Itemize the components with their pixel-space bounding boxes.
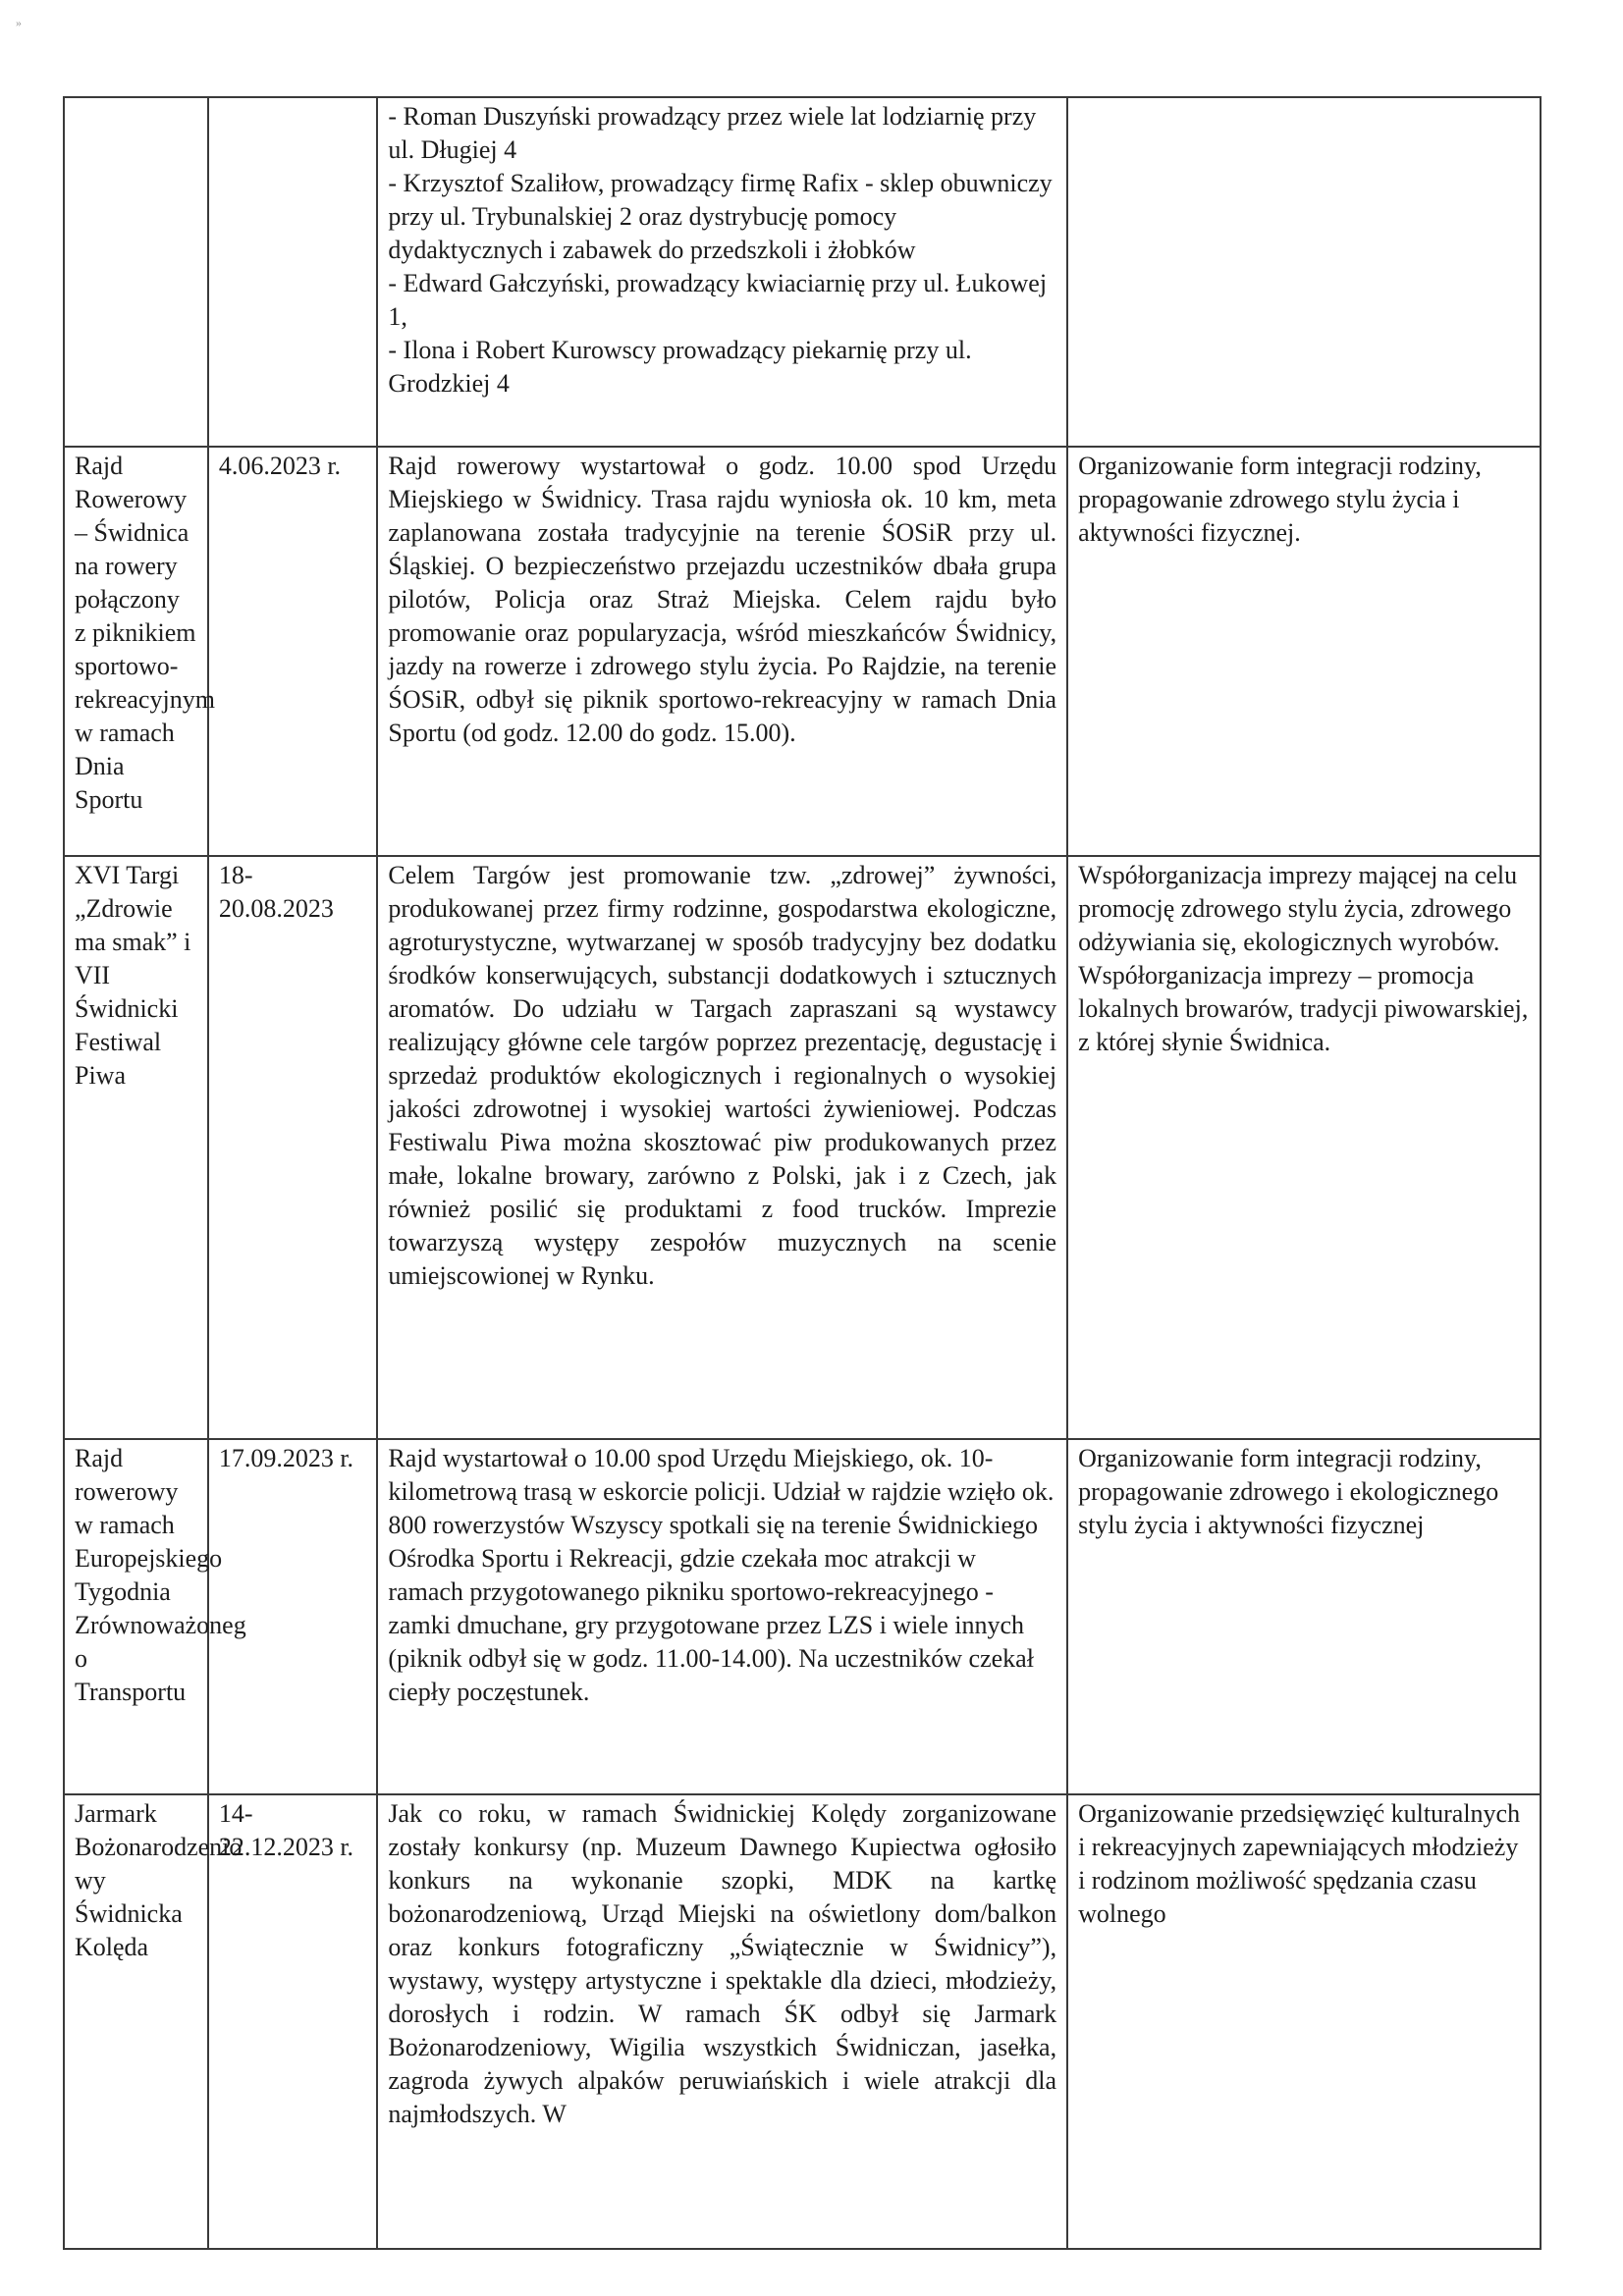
event-description-cell bbox=[377, 1794, 1067, 2249]
event-description-cell bbox=[377, 1439, 1067, 1794]
event-name: Rajd Rowerowy – Świdnica na rowery połączony z piknikiem sportowo-rekreacyjnym w ramach Dnia Sportu bbox=[75, 452, 215, 814]
event-date-cell bbox=[208, 1794, 378, 2249]
event-date: 18-20.08.2023 bbox=[218, 861, 334, 923]
event-name-cell bbox=[64, 97, 208, 447]
table-row bbox=[64, 856, 1541, 1439]
event-description-cell bbox=[377, 856, 1067, 1439]
event-name: Rajd rowerowy w ramach Europejskiego Tygodnia Zrównoważoneg o Transportu bbox=[75, 1444, 246, 1706]
event-goal: Organizowanie form integracji rodziny, propagowanie zdrowego stylu życia i aktywności fizycznej. bbox=[1078, 452, 1482, 547]
event-description-cell bbox=[377, 447, 1067, 856]
event-name-cell bbox=[64, 1794, 243, 2249]
event-description: Rajd rowerowy wystartował o godz. 10.00 spod Urzędu Miejskiego w Świdnicy. Trasa rajdu wyniosła ok. 10 km, meta zaplanowana została tradycyjnie na terenie ŚOSiR przy ul. Śląskiej. O bezpieczeństwo przejazdu uczestników dbała grupa pilotów, Policja oraz Straż Miejska. Celem rajdu było promowanie oraz popularyzacja, wśród mieszkańców Świdnicy, jazdy na rowerze i zdrowego stylu życia. Po Rajdzie, na terenie ŚOSiR, odbył się piknik sportowo-rekreacyjny w ramach Dnia Sportu (od godz. 12.00 do godz. 15.00). bbox=[388, 452, 1057, 747]
event-date-cell bbox=[208, 447, 378, 856]
event-name: XVI Targi „Zdrowie ma smak” i VII Świdnicki Festiwal Piwa bbox=[75, 861, 191, 1090]
event-description: Rajd wystartował o 10.00 spod Urzędu Miejskiego, ok. 10-kilometrową trasą w eskorcie policji. Udział w rajdzie wzięło ok. 800 rowerzystów Wszyscy spotkali się na terenie Świdnickiego Ośrodka Sportu i Rekreacji, gdzie czekała moc atrakcji w ramach przygotowanego pikniku sportowo-rekreacyjnego - zamki dmuchane, gry przygotowane przez LZS i wiele innych (piknik odbył się w godz. 11.00-14.00). Na uczestników czekał ciepły poczęstunek. bbox=[388, 1444, 1055, 1706]
event-name: Jarmark Bożonarodzenio wy Świdnicka Kolęda bbox=[75, 1799, 243, 1961]
event-name-cell bbox=[64, 856, 208, 1439]
corner-mark: » bbox=[16, 16, 22, 29]
table-row bbox=[64, 1439, 1541, 1794]
event-description: - Roman Duszyński prowadzący przez wiele lat lodziarnię przy ul. Długiej 4 - Krzysztof Szaliłow, prowadzący firmę Rafix - sklep obuwniczy przy ul. Trybunalskiej 2 oraz dystrybucję pomocy dydaktycznych i zabawek do przedszkoli i żłobków - Edward Gałczyński, prowadzący kwiaciarnię przy ul. Łukowej 1, - Ilona i Robert Kurowscy prowadzący piekarnię przy ul. Grodzkiej 4 bbox=[388, 102, 1053, 398]
event-goal-cell bbox=[1067, 1439, 1541, 1794]
table-row bbox=[64, 97, 1541, 447]
event-date-cell bbox=[208, 856, 378, 1439]
event-goal-cell bbox=[1067, 97, 1541, 447]
event-description: Celem Targów jest promowanie tzw. „zdrowej” żywności, produkowanej przez firmy rodzinne, gospodarstwa ekologiczne, agroturystyczne, wytwarzanej w sposób tradycyjny bez dodatku środków konserwujących, substancji dodatkowych i sztucznych aromatów. Do udziału w Targach zapraszani są wystawcy realizujący główne cele targów poprzez prezentację, degustację i sprzedaż produktów ekologicznych i regionalnych o wysokiej jakości zdrowotnej i wysokiej wartości żywieniowej. Podczas Festiwalu Piwa można skosztować piw produkowanych przez małe, lokalne browary, zarówno z Polski, jak i z Czech, jak również posilić się produktami z food trucków. Imprezie towarzyszą występy zespołów muzycznych na scenie umiejscowionej w Rynku. bbox=[388, 861, 1057, 1290]
event-description: Jak co roku, w ramach Świdnickiej Kolędy zorganizowane zostały konkursy (np. Muzeum Dawnego Kupiectwa ogłosiło konkurs na wykonanie szopki, MDK na kartkę bożonarodzeniową, Urząd Miejski na oświetlony dom/balkon oraz konkurs fotograficzny „Świątecznie w Świdnicy”), wystawy, występy artystyczne i spektakle dla dzieci, młodzieży, dorosłych i rodzin. W ramach ŚK odbył się Jarmark Bożonarodzeniowy, Wigilia wszystkich Świdniczan, jasełka, zagroda żywych alpaków peruwiańskich i wiele atrakcji dla najmłodszych. W bbox=[388, 1799, 1057, 2128]
event-date: 4.06.2023 r. bbox=[218, 452, 342, 480]
event-goal: Współorganizacja imprezy mającej na celu promocję zdrowego stylu życia, zdrowego odżywiania się, ekologicznych wyrobów. Współorganizacja imprezy – promocja lokalnych browarów, tradycji piwowarskiej, z której słynie Świdnica. bbox=[1078, 861, 1529, 1056]
event-goal-cell bbox=[1067, 447, 1541, 856]
event-goal-cell bbox=[1067, 856, 1541, 1439]
event-name-cell bbox=[64, 447, 215, 856]
event-description-cell bbox=[377, 97, 1067, 447]
table-row bbox=[64, 1794, 1541, 2249]
event-name-cell bbox=[64, 1439, 246, 1794]
event-date-cell bbox=[208, 97, 378, 447]
event-goal: Organizowanie przedsięwzięć kulturalnych i rekreacyjnych zapewniających młodzieży i rodzinom możliwość spędzania czasu wolnego bbox=[1078, 1799, 1521, 1928]
events-table bbox=[63, 96, 1542, 2250]
event-date: 14-22.12.2023 r. bbox=[218, 1799, 354, 1861]
event-goal-cell bbox=[1067, 1794, 1541, 2249]
event-date: 17.09.2023 r. bbox=[218, 1444, 354, 1472]
event-goal: Organizowanie form integracji rodziny, propagowanie zdrowego i ekologicznego stylu życia i aktywności fizycznej bbox=[1078, 1444, 1499, 1539]
table-row bbox=[64, 447, 1541, 856]
